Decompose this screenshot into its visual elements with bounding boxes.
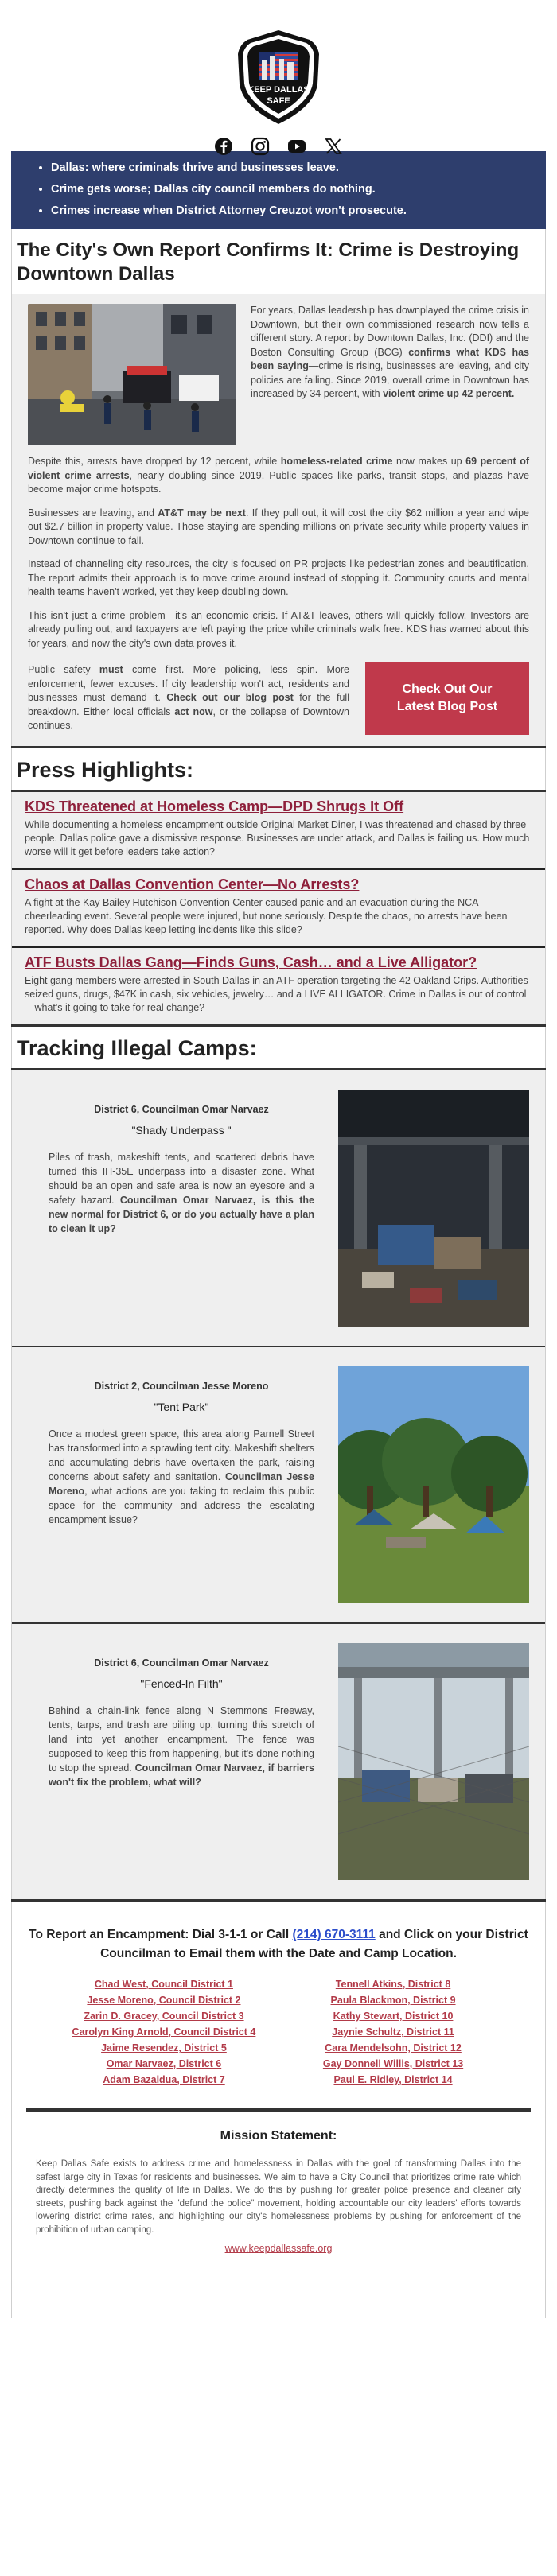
report-section bbox=[11, 294, 546, 746]
text-run: Piles of trash, makeshift tents, and scattered debris have turned this IH-35E underpass into a disaster zone. What should be an open and safe area is now an eyesore and a safety hazard. bbox=[49, 1152, 314, 1206]
text-run: now makes up bbox=[392, 456, 466, 467]
text-run: Despite this, arrests have dropped by 12 percent, while bbox=[28, 456, 281, 467]
emphasis-run: violent crime up 42 percent. bbox=[383, 388, 515, 399]
report-paragraph-6 bbox=[28, 663, 349, 733]
section-divider bbox=[26, 2108, 531, 2112]
key-points-list bbox=[51, 159, 527, 220]
emphasis-run: Councilman Omar Narvaez, if barriers won't fix the problem, what will? bbox=[49, 1762, 314, 1788]
council-link[interactable]: Adam Bazaldua, District 7 bbox=[103, 2074, 225, 2085]
keep-dallas-safe-logo[interactable] bbox=[232, 29, 325, 126]
camp-name: "Tent Park" bbox=[154, 1401, 209, 1413]
underpass-camp-photo bbox=[338, 1090, 529, 1327]
report-instructions bbox=[26, 1925, 531, 1964]
camp-district: District 2, Councilman Jesse Moreno bbox=[94, 1381, 269, 1392]
x-icon[interactable] bbox=[324, 137, 343, 156]
press-item bbox=[12, 870, 545, 948]
council-link[interactable]: Jaime Resendez, District 5 bbox=[101, 2042, 227, 2053]
logo-text-top: KEEP DALLAS bbox=[247, 85, 310, 95]
logo-text-bottom: SAFE bbox=[267, 96, 290, 106]
camp-name: "Fenced-In Filth" bbox=[140, 1677, 223, 1690]
report-paragraph-2 bbox=[28, 455, 529, 497]
camp-description bbox=[49, 1704, 314, 1789]
press-item bbox=[12, 948, 545, 1024]
emphasis-run: Councilman Omar Narvaez, is this the new normal for District 6, or do you actually have a plan to clean it up? bbox=[49, 1195, 314, 1234]
key-point: • Dallas: where criminals thrive and businesses leave. bbox=[51, 159, 527, 177]
council-link[interactable]: Omar Narvaez, District 6 bbox=[106, 2058, 222, 2069]
camp-entry bbox=[12, 1347, 545, 1624]
report-paragraph-4: Instead of channeling city resources, the city is focused on PR projects like pedestrian zones and beautification. The report admits their approach is to move crime around instead of stopping it. Community courts and mental health teams haven't worked, yet they keep doubling down. bbox=[28, 558, 529, 597]
text-run: and Click on your District Councilman to Email them with the Date and Camp Location. bbox=[100, 1928, 528, 1960]
emphasis-run: act now bbox=[174, 705, 213, 717]
council-link[interactable]: Paul E. Ridley, District 14 bbox=[333, 2074, 453, 2085]
report-encampment-section bbox=[11, 1902, 546, 2270]
council-link[interactable]: Jesse Moreno, Council District 2 bbox=[87, 1995, 241, 2006]
camp-description bbox=[49, 1150, 314, 1236]
header bbox=[11, 0, 546, 151]
instagram-icon[interactable] bbox=[251, 137, 270, 156]
press-body: While documenting a homeless encampment outside Original Market Diner, I was threatened and chased by three people. Dallas police gave a dismissive response. Businesses are under attack, and Dallas is failing us. How much worse will it get before leaders take action? bbox=[25, 819, 530, 857]
council-link[interactable]: Cara Mendelsohn, District 12 bbox=[325, 2042, 462, 2053]
mission-text: Keep Dallas Safe exists to address crime and homelessness in Dallas with the goal of transforming Dallas into the safest large city in Texas for residents and businesses. We aim to have a City Council that prioritizes crime rate which directly determines the quality of life in Dallas. We do this by pushing for greater police presence and cleaner city streets, pushing back against the "defund the police" movement, holding accountable our city leaders' efforts towards lowering district crime rates, and highlighting our city's homelessness problems by pushing for enforcement of the prohibition of urban camping. bbox=[36, 2159, 521, 2235]
camp-description bbox=[49, 1427, 314, 1527]
press-title: Press Highlights: bbox=[11, 748, 546, 790]
text-run: Once a modest green space, this area along Parnell Street has transformed into a sprawling tent city. Makeshift shelters and accumulating debris have overtaken the park, raising concerns about safety and sanitation. bbox=[49, 1428, 314, 1482]
camp-district: District 6, Councilman Omar Narvaez bbox=[94, 1104, 269, 1115]
tent-park-photo bbox=[338, 1366, 529, 1603]
report-section-title: The City's Own Report Confirms It: Crime is Destroying Downtown Dallas bbox=[11, 229, 546, 294]
emphasis-run: confirms what KDS has been saying bbox=[251, 346, 529, 371]
camp-entry bbox=[12, 1624, 545, 1899]
council-link[interactable]: Gay Donnell Willis, District 13 bbox=[322, 2058, 464, 2069]
press-headline-link[interactable]: ATF Busts Dallas Gang—Finds Guns, Cash… and a Live Alligator? bbox=[25, 954, 477, 970]
key-points-banner bbox=[11, 151, 546, 229]
text-run: for the full breakdown. Either local officials bbox=[28, 692, 349, 717]
press-item bbox=[12, 792, 545, 870]
council-link[interactable]: Kathy Stewart, District 10 bbox=[333, 2011, 454, 2022]
press-headline-link[interactable]: KDS Threatened at Homeless Camp—DPD Shrugs It Off bbox=[25, 798, 404, 814]
mission-title: Mission Statement: bbox=[220, 2129, 337, 2143]
text-run: Public safety bbox=[28, 664, 99, 676]
council-links bbox=[26, 1976, 531, 2088]
emphasis-run: 69 percent of violent crime arrests bbox=[28, 456, 530, 481]
press-body: A fight at the Kay Bailey Hutchison Convention Center caused panic and an evacuation during the NCA cheerleading event. Several people were injured, but none seriously. Despite the chaos, no arrests have been reported. Why does Dallas keep letting incidents like this slide? bbox=[25, 897, 508, 935]
key-point: • Crimes increase when District Attorney Creuzot won't prosecute. bbox=[51, 202, 527, 220]
council-link[interactable]: Carolyn King Arnold, Council District 4 bbox=[72, 2026, 256, 2038]
emphasis-run: homeless-related crime bbox=[280, 456, 393, 467]
text-run: —crime is rising, businesses are leaving, and city policies are failing. Since 2019, overall crime in Downtown has increased by 34 percent, with bbox=[251, 360, 530, 399]
downtown-crime-scene-photo bbox=[28, 304, 236, 445]
report-paragraph-3 bbox=[28, 507, 529, 549]
camp-entry bbox=[12, 1070, 545, 1347]
key-point: • Crime gets worse; Dallas city council members do nothing. bbox=[51, 181, 527, 198]
report-paragraph-5: This isn't just a crime problem—it's an economic crisis. If AT&T leaves, others will quickly follow. Investors are already pulling out, and taxpayers are left paying the price while criminals walk free. KDS has warned about this for years, and now the city's own data proves it. bbox=[28, 609, 529, 649]
footer-spacer bbox=[11, 2270, 546, 2318]
facebook-icon[interactable] bbox=[214, 137, 233, 156]
text-run: come first. More policing, less spin. More enforcement, fewer excuses. If city leadership won't act, residents and businesses must demand it. bbox=[28, 664, 349, 704]
press-headline-link[interactable]: Chaos at Dallas Convention Center—No Arrests? bbox=[25, 876, 360, 892]
council-link[interactable]: Jaynie Schultz, District 11 bbox=[332, 2026, 454, 2038]
website-link[interactable]: www.keepdallassafe.org bbox=[224, 2243, 333, 2254]
council-link[interactable]: Paula Blackmon, District 9 bbox=[330, 1995, 456, 2006]
camps-section bbox=[11, 1070, 546, 1899]
newsletter-frame bbox=[11, 0, 546, 2318]
camp-district: District 6, Councilman Omar Narvaez bbox=[94, 1657, 269, 1669]
press-section bbox=[11, 792, 546, 1024]
council-link[interactable]: Chad West, Council District 1 bbox=[94, 1979, 233, 1990]
report-paragraph-1 bbox=[251, 304, 529, 445]
phone-link[interactable]: (214) 670-3111 bbox=[292, 1928, 376, 1941]
council-link[interactable]: Zarin D. Gracey, Council District 3 bbox=[84, 2011, 244, 2022]
youtube-icon[interactable] bbox=[287, 137, 306, 156]
text-run: Businesses are leaving, and bbox=[28, 507, 158, 519]
text-run: To Report an Encampment: Dial 3-1-1 or Call bbox=[29, 1928, 293, 1941]
text-run: Behind a chain-link fence along N Stemmons Freeway, tents, tarps, and trash are piling up, turning this stretch of land into yet another encampment. The fence was supposed to keep this from happening, but it's done nothing to stop the spread. bbox=[49, 1705, 314, 1774]
text-run: , what actions are you taking to reclaim this public space for the community and address the escalating encampment issue? bbox=[49, 1486, 314, 1525]
latest-blog-post-button[interactable]: Check Out Our Latest Blog Post bbox=[365, 662, 529, 735]
text-run: , nearly doubling since 2019. Public spaces like parks, transit stops, and plazas have become major crime hotspots. bbox=[28, 469, 529, 495]
text-run: . If they pull out, it will cost the city $62 million a year and wipe out $2.7 billion in property value. Those staying are spending millions on private security while property values in Downtown continue to fall. bbox=[28, 507, 529, 546]
council-link[interactable]: Tennell Atkins, District 8 bbox=[335, 1979, 451, 1990]
blog-post-link[interactable]: Check out our blog post bbox=[166, 692, 294, 704]
council-list-left bbox=[58, 1976, 270, 2088]
emphasis-run: must bbox=[99, 664, 123, 676]
council-list-right bbox=[287, 1976, 499, 2088]
camps-title: Tracking Illegal Camps: bbox=[11, 1027, 546, 1068]
emphasis-run: Councilman Jesse Moreno bbox=[49, 1471, 314, 1497]
emphasis-run: AT&T may be next bbox=[158, 507, 246, 519]
fenced-camp-photo bbox=[338, 1643, 529, 1880]
text-run: , or the collapse of Downtown continues. bbox=[28, 705, 349, 732]
press-body: Eight gang members were arrested in South Dallas in an ATF operation targeting the 42 Oakland Crips. Authorities seized guns, drugs, $47K in cash, six vehicles, jewelry… and a LIVE ALLIGATOR. Crime in Dallas is out of control—what's it going to take for real change? bbox=[25, 975, 528, 1013]
text-run: For years, Dallas leadership has downplayed the crime crisis in Downtown, but their own commissioned research now tells a different story. A report by Downtown Dallas, Inc. (DDI) and the Boston Consulting Group (BCG) bbox=[251, 305, 529, 358]
camp-name: "Shady Underpass " bbox=[131, 1124, 232, 1136]
